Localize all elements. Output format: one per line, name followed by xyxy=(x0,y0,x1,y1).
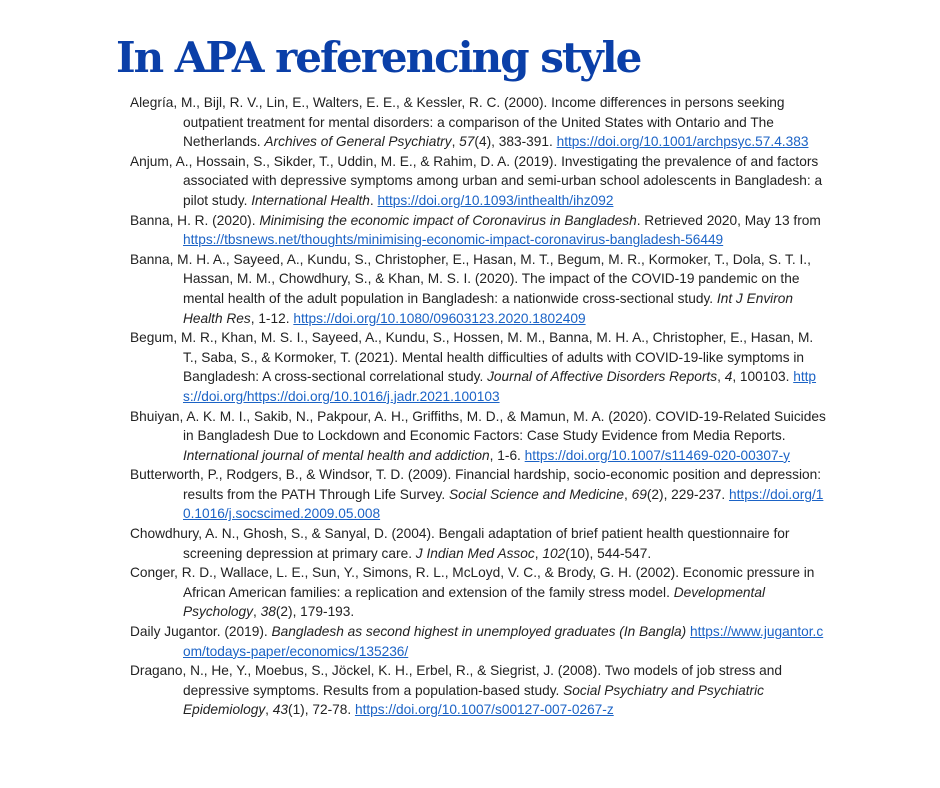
reference-item xyxy=(130,328,826,406)
reference-volume: 4 xyxy=(724,369,733,385)
reference-item xyxy=(130,465,826,524)
reference-volume: 57 xyxy=(459,134,475,150)
reference-text-after: , xyxy=(534,545,543,561)
reference-text-after: , xyxy=(253,604,261,620)
reference-doi-link[interactable]: https://doi.org/10.1001/archpsyc.57.4.383 xyxy=(556,134,809,150)
reference-volume: 69 xyxy=(631,486,647,502)
reference-text-after: , xyxy=(717,369,725,385)
reference-text: Begum, M. R., Khan, M. S. I., Sayeed, A., Kundu, S., Hossen, M. M., Banna, M. H. A., Christopher, E., Hasan, M. T., Saba, S., & Kormoker, T. (2021). Mental health difficulties of adults with COVID-19-like symptoms in Bangladesh: A cross-sectional correlational study. xyxy=(130,330,814,385)
reference-source: Social Psychiatry and Psychiatric Epidemiology xyxy=(183,682,764,718)
reference-text-after: . xyxy=(369,192,378,208)
reference-volume: 38 xyxy=(260,604,276,620)
page-title: In APA referencing style xyxy=(116,33,641,82)
reference-source: J Indian Med Assoc xyxy=(415,545,535,561)
reference-source: Bangladesh as second highest in unemployed graduates (In Bangla) xyxy=(271,624,687,640)
reference-item xyxy=(130,622,826,661)
reference-source: Social Science and Medicine xyxy=(449,486,624,502)
reference-volume: 102 xyxy=(542,545,566,561)
reference-pages: (2), 229-237. xyxy=(646,486,730,502)
reference-source: International Health xyxy=(251,192,370,208)
reference-text: Anjum, A., Hossain, S., Sikder, T., Uddin, M. E., & Rahim, D. A. (2019). Investigating the prevalence of and factors associated with depressive symptoms among urban and semi-urban school adolescents in Bangladesh: a pilot study. xyxy=(130,153,823,208)
reference-text-after: , 1-6. xyxy=(489,447,525,463)
reference-source: Developmental Psychology xyxy=(183,584,766,620)
reference-item xyxy=(130,661,826,720)
reference-text-after: , xyxy=(624,486,632,502)
reference-text: Bhuiyan, A. K. M. I., Sakib, N., Pakpour, A. H., Griffiths, M. D., & Mamun, M. A. (2020). COVID-19-Related Suicides in Bangladesh Due to Lockdown and Economic Factors: Case Study Evidence from Media Reports. xyxy=(130,408,826,444)
reference-pages: (2), 179-193. xyxy=(275,604,355,620)
reference-text-after: . Retrieved 2020, May 13 from xyxy=(636,212,821,228)
reference-pages: (1), 72-78. xyxy=(288,702,355,718)
reference-doi-link[interactable]: https://doi.org/10.1007/s00127-007-0267-z xyxy=(354,702,614,718)
reference-volume: 43 xyxy=(272,702,289,718)
reference-item xyxy=(130,250,826,328)
reference-source: Journal of Affective Disorders Reports xyxy=(487,369,718,385)
reference-text: Alegría, M., Bijl, R. V., Lin, E., Walters, E. E., & Kessler, R. C. (2000). Income differences in persons seeking outpatient treatment for mental disorders: a comparison of the United States with Ontario and The Netherlands. xyxy=(130,95,785,150)
reference-item xyxy=(130,152,826,211)
reference-text: Conger, R. D., Wallace, L. E., Sun, Y., Simons, R. L., McLoyd, V. C., & Brody, G. H. (2002). Economic pressure in African American families: a replication and extension of the family stress model. xyxy=(130,565,815,600)
reference-doi-link[interactable]: https://doi.org/10.1080/09603123.2020.1802409 xyxy=(293,310,586,326)
reference-doi-link[interactable]: https://doi.org/10.1007/s11469-020-00307-y xyxy=(524,447,790,463)
reference-pages: (4), 383-391. xyxy=(474,134,557,150)
reference-pages: (10), 544-547. xyxy=(565,545,652,561)
reference-doi-link[interactable]: https://doi.org/10.1016/j.socscimed.2009.05.008 xyxy=(183,486,824,522)
reference-item xyxy=(130,563,826,622)
reference-source: Minimising the economic impact of Coronavirus in Bangladesh xyxy=(259,212,637,228)
reference-text: Banna, H. R. (2020). xyxy=(130,212,260,228)
reference-url-link[interactable]: https://tbsnews.net/thoughts/minimising-economic-impact-coronavirus-bangladesh-56449 xyxy=(183,232,724,248)
reference-source: International journal of mental health and addiction xyxy=(183,447,490,463)
reference-doi-link[interactable]: https://doi.org/https://doi.org/10.1016/j.jadr.2021.100103 xyxy=(183,369,817,404)
reference-source: Archives of General Psychiatry xyxy=(264,134,452,150)
reference-text: Butterworth, P., Rodgers, B., & Windsor, T. D. (2009). Financial hardship, socio-economic position and depression: results from the PATH Through Life Survey. xyxy=(130,467,822,502)
reference-list xyxy=(130,93,826,720)
reference-pages: , 100103. xyxy=(732,369,794,385)
reference-source: Int J Environ Health Res xyxy=(183,290,793,326)
reference-text: Dragano, N., He, Y., Moebus, S., Jöckel, K. H., Erbel, R., & Siegrist, J. (2008). Two models of job stress and depressive symptoms. Results from a population-based study. xyxy=(130,663,782,698)
reference-text-after: , xyxy=(451,134,460,150)
reference-doi-link[interactable]: https://doi.org/10.1093/inthealth/ihz092 xyxy=(377,192,614,208)
reference-item xyxy=(130,93,826,152)
reference-item xyxy=(130,211,826,250)
reference-text: Chowdhury, A. N., Ghosh, S., & Sanyal, D. (2004). Bengali adaptation of brief patient health questionnaire for screening depression at primary care. xyxy=(130,526,790,561)
reference-text-after: , xyxy=(265,702,273,718)
reference-url-link[interactable]: https://www.jugantor.com/todays-paper/economics/135236/ xyxy=(183,624,824,659)
reference-text-after: , 1-12. xyxy=(250,310,294,326)
reference-text: Banna, M. H. A., Sayeed, A., Kundu, S., Christopher, E., Hasan, M. T., Begum, M. R., Kormoker, T., Dola, S. T. I., Hassan, M. M., Chowdhury, S., & Khan, M. S. I. (2020). The impact of the COVID-19 pandemic on the mental health of the adult population in Bangladesh: a nationwide cross-sectional study. xyxy=(130,251,811,306)
reference-item xyxy=(130,407,826,466)
reference-item xyxy=(130,524,826,563)
reference-text: Daily Jugantor. (2019). xyxy=(130,624,272,640)
